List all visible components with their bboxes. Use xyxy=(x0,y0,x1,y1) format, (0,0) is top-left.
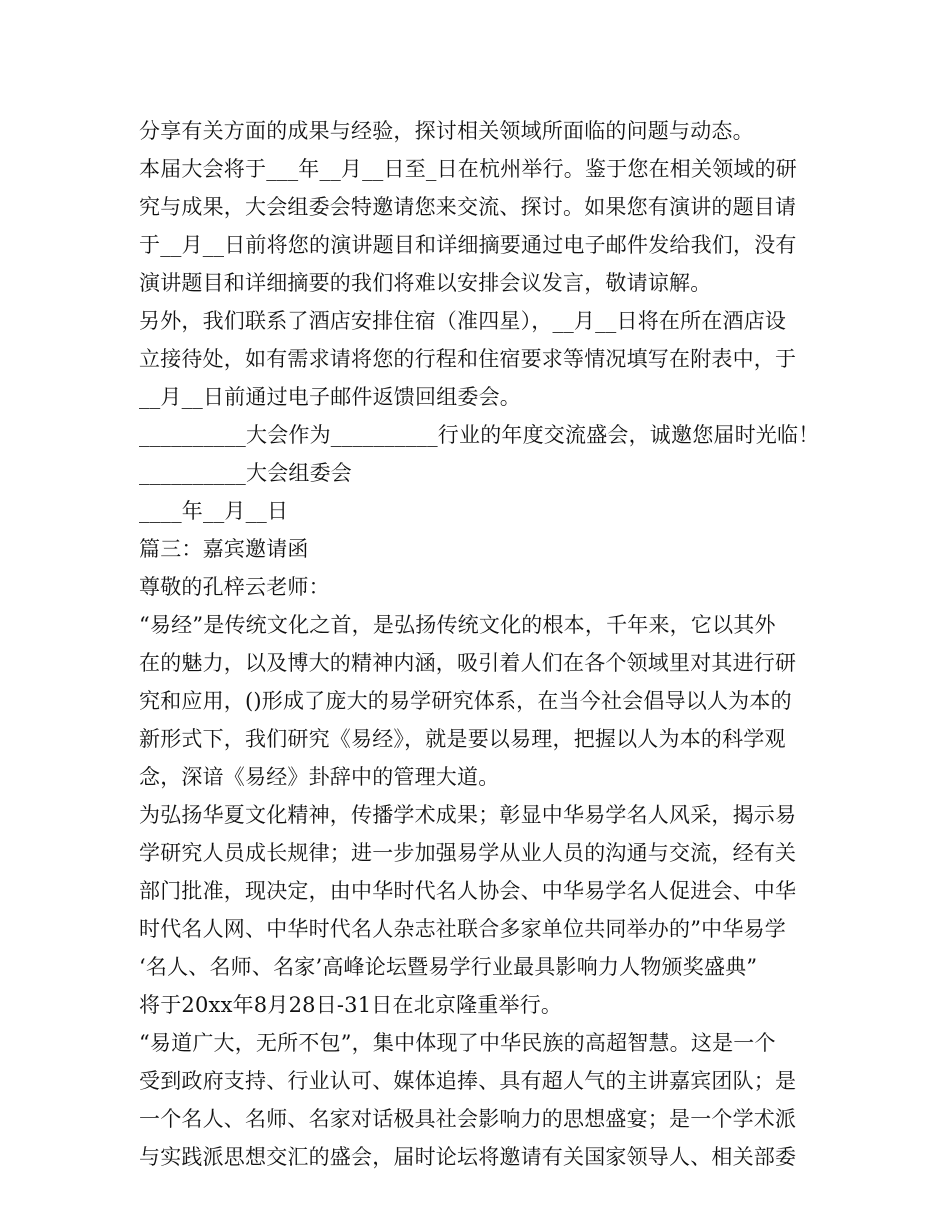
text-line: 时代名人网、中华时代名人杂志社联合多家单位共同举办的”中华易学 xyxy=(139,917,786,941)
text-line: 与实践派思想交汇的盛会，届时论坛将邀请有关国家领导人、相关部委 xyxy=(139,1145,797,1169)
text-line: “易道广大，无所不包”，集中体现了中华民族的高超智慧。这是一个 xyxy=(139,1031,776,1055)
text-line: 立接待处，如有需求请将您的行程和住宿要求等情况填写在附表中，于 xyxy=(139,347,797,371)
text-line: 部门批准，现决定，由中华时代名人协会、中华易学名人促进会、中华 xyxy=(139,879,797,903)
text-line: 在的魅力，以及博大的精神内涵，吸引着人们在各个领域里对其进行研 xyxy=(139,651,797,675)
text-line: 于__月__日前将您的演讲题目和详细摘要通过电子邮件发给我们，没有 xyxy=(139,233,797,257)
text-line: __________大会作为__________行业的年度交流盛会，诚邀您届时光临！ xyxy=(139,423,820,447)
text-line: 演讲题目和详细摘要的我们将难以安排会议发言，敬请谅解。 xyxy=(139,271,712,295)
text-line: 分享有关方面的成果与经验，探讨相关领域所面临的问题与动态。 xyxy=(139,119,754,143)
text-line: 究和应用，()形成了庞大的易学研究体系，在当今社会倡导以人为本的 xyxy=(139,689,792,713)
salutation: 尊敬的孔梓云老师： xyxy=(139,575,330,599)
text-line: 本届大会将于___年__月__日至_日在杭州举行。鉴于您在相关领域的研 xyxy=(139,157,797,181)
text-line: 究与成果，大会组委会特邀请您来交流、探讨。如果您有演讲的题目请 xyxy=(139,195,797,219)
text-line: 一个名人、名师、名家对话极具社会影响力的思想盛宴；是一个学术派 xyxy=(139,1107,797,1131)
text-line: 学研究人员成长规律；进一步加强易学从业人员的沟通与交流，经有关 xyxy=(139,841,797,865)
text-line: __________大会组委会 xyxy=(139,461,352,485)
text-line: 将于20xx年8月28日-31日在北京隆重举行。 xyxy=(139,993,563,1017)
text-line: ‘名人、名师、名家’高峰论坛暨易学行业最具影响力人物颁奖盛典” xyxy=(139,955,758,979)
text-line: “易经”是传统文化之首，是弘扬传统文化的根本，千年来，它以其外 xyxy=(139,613,776,637)
document-body xyxy=(139,112,829,1176)
text-line: __月__日前通过电子邮件返馈回组委会。 xyxy=(139,385,521,409)
section-heading: 篇三：嘉宾邀请函 xyxy=(139,537,309,561)
text-line: 另外，我们联系了酒店安排住宿（准四星），__月__日将在所在酒店设 xyxy=(139,309,787,333)
text-line: 新形式下，我们研究《易经》，就是要以易理，把握以人为本的科学观 xyxy=(139,727,786,751)
text-line: ____年__月__日 xyxy=(139,499,289,523)
text-line: 受到政府支持、行业认可、媒体追捧、具有超人气的主讲嘉宾团队；是 xyxy=(139,1069,797,1093)
text-line: 为弘扬华夏文化精神，传播学术成果；彰显中华易学名人风采，揭示易 xyxy=(139,803,797,827)
text-line: 念，深谙《易经》卦辞中的管理大道。 xyxy=(139,765,500,789)
